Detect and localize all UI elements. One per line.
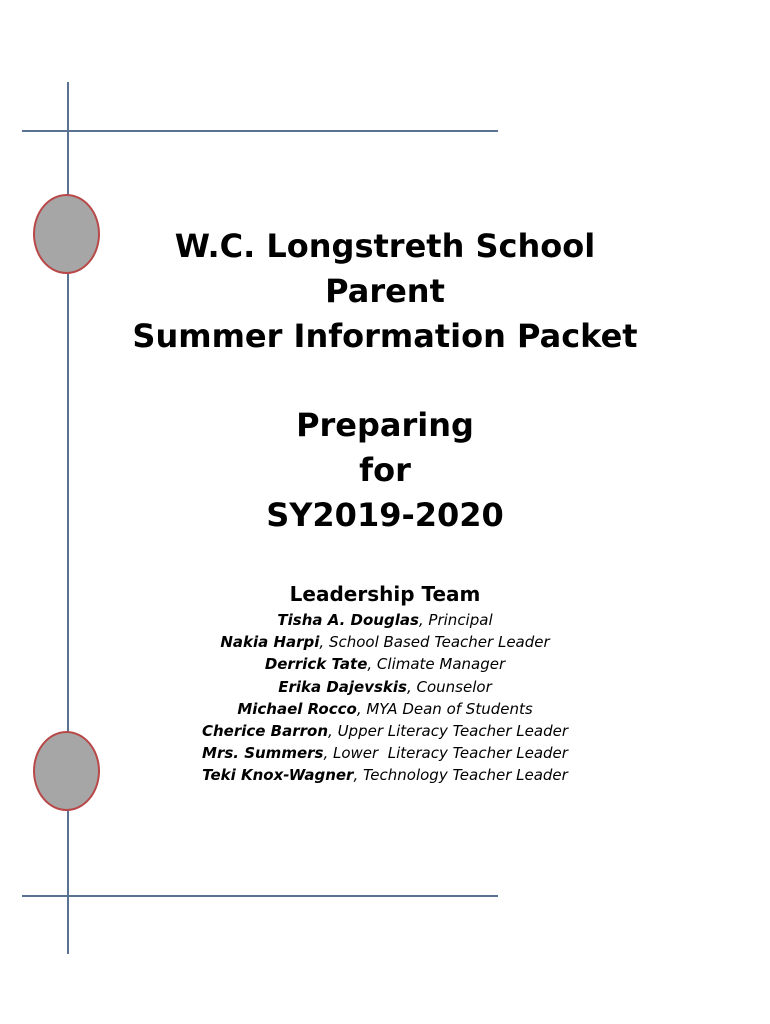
member-name: Derrick Tate bbox=[264, 655, 368, 674]
frame-bottom-line bbox=[22, 895, 498, 897]
subtitle-line-for: for bbox=[359, 451, 411, 489]
member-role: , Principal bbox=[418, 611, 493, 629]
member-name: Michael Rocco bbox=[237, 699, 357, 718]
member-role: , Technology Teacher Leader bbox=[353, 766, 568, 785]
leadership-member bbox=[100, 720, 670, 742]
member-name: Teki Knox-Wagner bbox=[202, 766, 354, 785]
document-title bbox=[100, 224, 670, 359]
member-name: Cherice Barron bbox=[202, 722, 329, 741]
member-name: Mrs. Summers bbox=[202, 744, 324, 763]
subtitle-line-school-year: SY2019-2020 bbox=[266, 496, 504, 534]
lower-circle-ornament bbox=[33, 731, 100, 811]
member-role: , Upper Literacy Teacher Leader bbox=[328, 722, 568, 741]
member-role: , Counselor bbox=[406, 677, 492, 696]
frame-top-line bbox=[22, 130, 498, 132]
member-role: , School Based Teacher Leader bbox=[319, 633, 550, 652]
upper-circle-ornament bbox=[33, 194, 100, 274]
leadership-member bbox=[100, 742, 670, 764]
document-subtitle bbox=[100, 403, 670, 538]
title-line-packet: Summer Information Packet bbox=[132, 317, 638, 355]
member-name: Tisha A. Douglas bbox=[277, 611, 419, 629]
member-role: , Climate Manager bbox=[367, 655, 506, 674]
member-role: , Lower Literacy Teacher Leader bbox=[323, 744, 568, 763]
leadership-member bbox=[100, 653, 670, 675]
leadership-member bbox=[100, 631, 670, 653]
member-name: Nakia Harpi bbox=[220, 633, 320, 652]
leadership-member bbox=[100, 676, 670, 698]
leadership-team-section bbox=[100, 580, 670, 787]
leadership-member bbox=[100, 609, 670, 631]
title-line-school: W.C. Longstreth School bbox=[174, 227, 596, 265]
leadership-member bbox=[100, 698, 670, 720]
subtitle-line-preparing: Preparing bbox=[296, 406, 474, 444]
title-line-audience: Parent bbox=[325, 272, 445, 310]
leadership-heading: Leadership Team bbox=[289, 582, 481, 606]
member-name: Erika Dajevskis bbox=[278, 677, 407, 696]
member-role: , MYA Dean of Students bbox=[356, 699, 533, 718]
leadership-member bbox=[100, 764, 670, 786]
